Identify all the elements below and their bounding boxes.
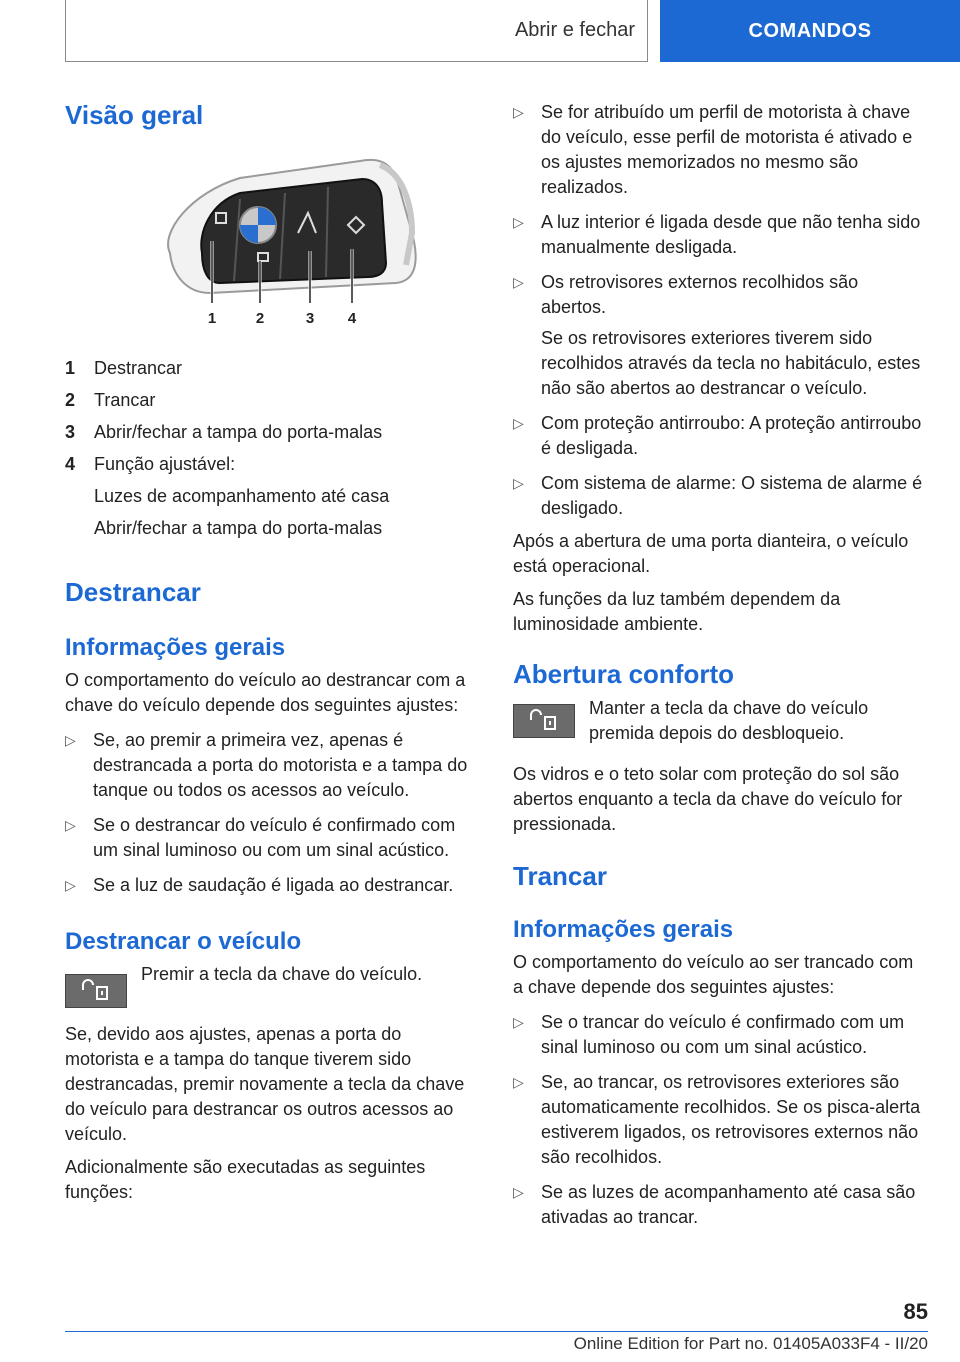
figure-label-4: 4 — [347, 310, 357, 327]
list-item: ▷ Se o destrancar do veículo é confirmado com um sinal luminoso ou com um sinal acústico. — [65, 813, 480, 863]
figure-legend — [65, 356, 480, 541]
list-item: ▷ Os retrovisores externos recolhidos são abertos. — [513, 270, 928, 320]
section-title: Abrir e fechar — [514, 19, 635, 41]
list-item: ▷ Se for atribuído um perfil de motorista à chave do veículo, esse perfil de motorista é ativado e os ajustes memorizados no mesmo são realizados. — [513, 100, 928, 200]
figure-label-3: 3 — [305, 310, 315, 327]
heading-general-info: Informações gerais — [513, 916, 734, 943]
legend-sub-item: Abrir/fechar a tampa do porta-malas — [94, 518, 383, 538]
heading-unlock: Destrancar — [65, 577, 201, 607]
left-column — [65, 100, 480, 1205]
list-item: ▷ Se as luzes de acompanhamento até casa são ativadas ao trancar. — [513, 1180, 928, 1230]
running-header-section — [65, 0, 648, 62]
comfort-instruction-text: Manter a tecla da chave do veículo premida depois do desbloqueio. — [589, 698, 869, 743]
comfort-opening-instruction — [513, 696, 928, 746]
footer-edition: Online Edition for Part no. 01405A033F4 - II/20 — [573, 1334, 928, 1353]
key-fob-illustration — [130, 153, 420, 333]
running-header-chapter — [660, 0, 960, 62]
list-item: ▷ Se, ao premir a primeira vez, apenas é destrancada a porta do motorista e a tampa do tanque ou todos os acessos ao veículo. — [65, 728, 480, 803]
lock-settings-list — [513, 1010, 928, 1230]
heading-unlock-vehicle: Destrancar o veículo — [65, 928, 302, 955]
right-column — [513, 100, 928, 1230]
heading-comfort-opening: Abertura conforto — [513, 659, 734, 689]
bullet-triangle-icon: ▷ — [513, 214, 524, 230]
bullet-triangle-icon: ▷ — [513, 415, 524, 431]
paragraph-additional-functions: Adicionalmente são executadas as seguintes funções: — [65, 1157, 426, 1202]
unlock-icon — [65, 974, 127, 1008]
paragraph-windows-open: Os vidros e o teto solar com proteção do sol são abertos enquanto a tecla da chave do veículo for pressionada. — [513, 764, 903, 834]
heading-overview: Visão geral — [65, 100, 204, 130]
bullet-triangle-icon: ▷ — [513, 475, 524, 491]
figure-label-1: 1 — [207, 310, 217, 327]
figure-label-2: 2 — [255, 310, 265, 327]
legend-item: 4 Função ajustável: — [65, 454, 236, 474]
legend-item: 1 Destrancar — [65, 358, 183, 378]
paragraph-operational: Após a abertura de uma porta dianteira, o veículo está operacional. — [513, 531, 909, 576]
bullet-triangle-icon: ▷ — [513, 1014, 524, 1030]
bullet-triangle-icon: ▷ — [65, 817, 76, 833]
page-number: 85 — [903, 1299, 928, 1324]
paragraph-unlock-again: Se, devido aos ajustes, apenas a porta do motorista e a tampa do tanque tiverem sido destrancadas, premir novamente a tecla da chave do veículo para destrancar os outros acessos ao veículo. — [65, 1024, 465, 1144]
unlock-instruction-text: Premir a tecla da chave do veículo. — [141, 964, 423, 984]
heading-general-info: Informações gerais — [65, 634, 286, 661]
list-item: ▷ Se, ao trancar, os retrovisores exteriores são automaticamente recolhidos. Se os pisca-alerta estiverem ligados, os retrovisores externos não são recolhidos. — [513, 1070, 928, 1170]
bullet-triangle-icon: ▷ — [65, 732, 76, 748]
paragraph-lock-behavior: O comportamento do veículo ao ser trancado com a chave depende dos seguintes ajustes: — [513, 952, 914, 997]
footer-divider — [65, 1331, 928, 1332]
list-item: ▷ Com proteção antirroubo: A proteção antirroubo é desligada. — [513, 411, 928, 461]
bullet-triangle-icon: ▷ — [513, 1074, 524, 1090]
legend-item: 2 Trancar — [65, 390, 156, 410]
chapter-title: COMANDOS — [748, 19, 872, 42]
list-item: ▷ Se o trancar do veículo é confirmado com um sinal luminoso ou com um sinal acústico. — [513, 1010, 928, 1060]
legend-item: 3 Abrir/fechar a tampa do porta-malas — [65, 422, 383, 442]
list-item: ▷ Se a luz de saudação é ligada ao destrancar. — [65, 873, 480, 898]
paragraph-light-functions: As funções da luz também dependem da luminosidade ambiente. — [513, 589, 841, 634]
bullet-triangle-icon: ▷ — [513, 1184, 524, 1200]
bullet-triangle-icon: ▷ — [513, 104, 524, 120]
list-item: ▷ Com sistema de alarme: O sistema de alarme é desligado. — [513, 471, 928, 521]
key-fob-figure — [65, 153, 480, 338]
list-item-note: Se os retrovisores exteriores tiverem sido recolhidos através da tecla no habitáculo, estes não são abertos ao destrancar o veículo. — [541, 328, 921, 398]
unlock-settings-list — [65, 728, 480, 898]
bullet-triangle-icon: ▷ — [513, 274, 524, 290]
unlock-button-instruction — [65, 962, 480, 1008]
paragraph-unlock-behavior: O comportamento do veículo ao destrancar com a chave do veículo depende dos seguintes ajustes: — [65, 670, 466, 715]
list-item: ▷ A luz interior é ligada desde que não tenha sido manualmente desligada. — [513, 210, 928, 260]
unlock-functions-list — [513, 100, 928, 521]
unlock-icon — [513, 704, 575, 738]
bullet-triangle-icon: ▷ — [65, 877, 76, 893]
heading-lock: Trancar — [513, 861, 607, 891]
legend-sub-item: Luzes de acompanhamento até casa — [94, 486, 390, 506]
